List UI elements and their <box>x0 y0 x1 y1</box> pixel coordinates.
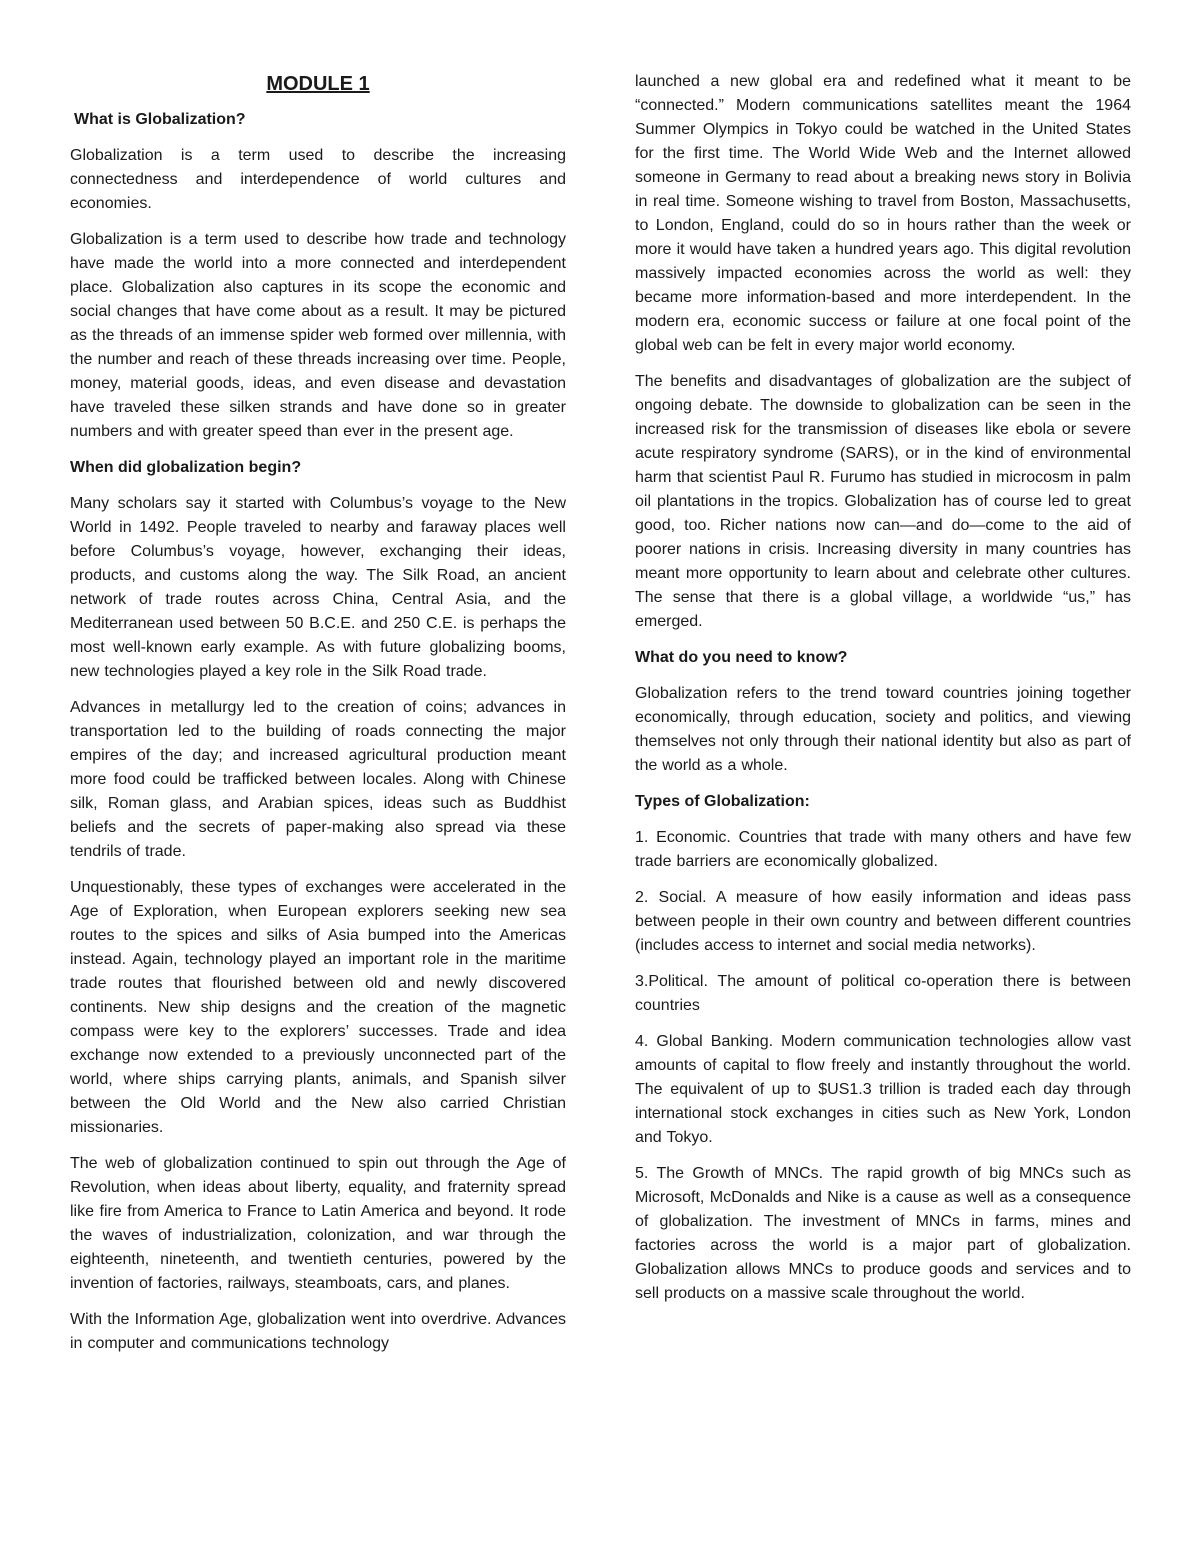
paragraph: Unquestionably, these types of exchanges were accelerated in the Age of Exploration, when European explorers seeking new sea routes to the spices and silks of Asia bumped into the Americas instead. Again, technology played an important role in the maritime trade routes that flourished between old and newly discovered continents. New ship designs and the creation of the magnetic compass were key to the explorers’ successes. Trade and idea exchange now extended to a previously unconnected part of the world, where ships carrying plants, animals, and Spanish silver between the Old World and the New also carried Christian missionaries. <box>70 879 566 1136</box>
heading-what-is-globalization: What is Globalization? <box>74 111 246 128</box>
paragraph: The benefits and disadvantages of globalization are the subject of ongoing debate. The downside to globalization can be seen in the increased risk for the transmission of diseases like ebola or severe acute respiratory syndrome (SARS), or in the kind of environmental harm that scientist Paul R. Furumo has studied in microcosm in palm oil plantations in the tropics. Globalization has of course led to great good, too. Richer nations now can—and do—come to the aid of poorer nations in crisis. Increasing diversity in many countries has meant more opportunity to learn about and celebrate other cultures. The sense that there is a global village, a worldwide “us,” has emerged. <box>635 373 1131 630</box>
list-item-growth-of-mncs: 5. The Growth of MNCs. The rapid growth of big MNCs such as Microsoft, McDonalds and Nike is a cause as well as a consequence of globalization. The investment of MNCs in farms, mines and factories across the world is a major part of globalization. Globalization allows MNCs to produce goods and services and to sell products on a massive scale throughout the world. <box>635 1165 1131 1302</box>
paragraph: Advances in metallurgy led to the creation of coins; advances in transportation led to the building of roads connecting the major empires of the day; and increased agricultural production meant more food could be trafficked between locales. Along with Chinese silk, Roman glass, and Arabian spices, ideas such as Buddhist beliefs and the secrets of paper-making also spread via these tendrils of trade. <box>70 699 566 860</box>
paragraph: The web of globalization continued to spin out through the Age of Revolution, when ideas about liberty, equality, and fraternity spread like fire from America to France to Latin America and beyond. It rode the waves of industrialization, colonization, and war through the eighteenth, nineteenth, and twentieth centuries, powered by the invention of factories, railways, steamboats, cars, and planes. <box>70 1155 566 1292</box>
paragraph: Globalization refers to the trend toward countries joining together economically, through education, society and politics, and viewing themselves not only through their national identity but also as part of the world as a whole. <box>635 685 1131 774</box>
list-item-social: 2. Social. A measure of how easily information and ideas pass between people in their own country and between different countries (includes access to internet and social media networks). <box>635 889 1131 954</box>
list-item-political: 3.Political. The amount of political co-operation there is between countries <box>635 973 1131 1014</box>
heading-when-did-globalization-begin: When did globalization begin? <box>70 459 302 476</box>
paragraph: launched a new global era and redefined what it meant to be “connected.” Modern communications satellites meant the 1964 Summer Olympics in Tokyo could be watched in the United States for the first time. The World Wide Web and the Internet allowed someone in Germany to read about a breaking news story in Bolivia in real time. Someone wishing to travel from Boston, Massachusetts, to London, England, could do so in hours rather than the week or more it would have taken a hundred years ago. This digital revolution massively impacted economies across the world as well: they became more information-based and more interdependent. In the modern era, economic success or failure at one focal point of the global web can be felt in every major world economy. <box>635 73 1131 354</box>
paragraph: Many scholars say it started with Columbus’s voyage to the New World in 1492. People traveled to nearby and faraway places well before Columbus’s voyage, however, exchanging their ideas, products, and customs along the way. The Silk Road, an ancient network of trade routes across China, Central Asia, and the Mediterranean used between 50 B.C.E. and 250 C.E. is perhaps the most well-known early example. As with future globalizing booms, new technologies played a key role in the Silk Road trade. <box>70 495 566 680</box>
right-column <box>635 70 1131 1318</box>
paragraph: Globalization is a term used to describe the increasing connectedness and interdependence of world cultures and economies. <box>70 147 566 212</box>
list-item-global-banking: 4. Global Banking. Modern communication technologies allow vast amounts of capital to flow freely and instantly throughout the world. The equivalent of up to $US1.3 trillion is traded each day through international stock exchanges in cities such as New York, London and Tokyo. <box>635 1033 1131 1146</box>
heading-what-do-you-need-to-know: What do you need to know? <box>635 649 848 666</box>
paragraph: With the Information Age, globalization went into overdrive. Advances in computer and communications technology <box>70 1311 566 1352</box>
paragraph: Globalization is a term used to describe how trade and technology have made the world into a more connected and interdependent place. Globalization also captures in its scope the economic and social changes that have come about as a result. It may be pictured as the threads of an immense spider web formed over millennia, with the number and reach of these threads increasing over time. People, money, material goods, ideas, and even disease and devastation have traveled these silken strands and have done so in greater numbers and with greater speed than ever in the present age. <box>70 231 566 440</box>
page-title: MODULE 1 <box>266 73 370 95</box>
heading-types-of-globalization: Types of Globalization: <box>635 793 810 810</box>
left-column <box>70 70 566 1368</box>
list-item-economic: 1. Economic. Countries that trade with many others and have few trade barriers are economically globalized. <box>635 829 1131 870</box>
